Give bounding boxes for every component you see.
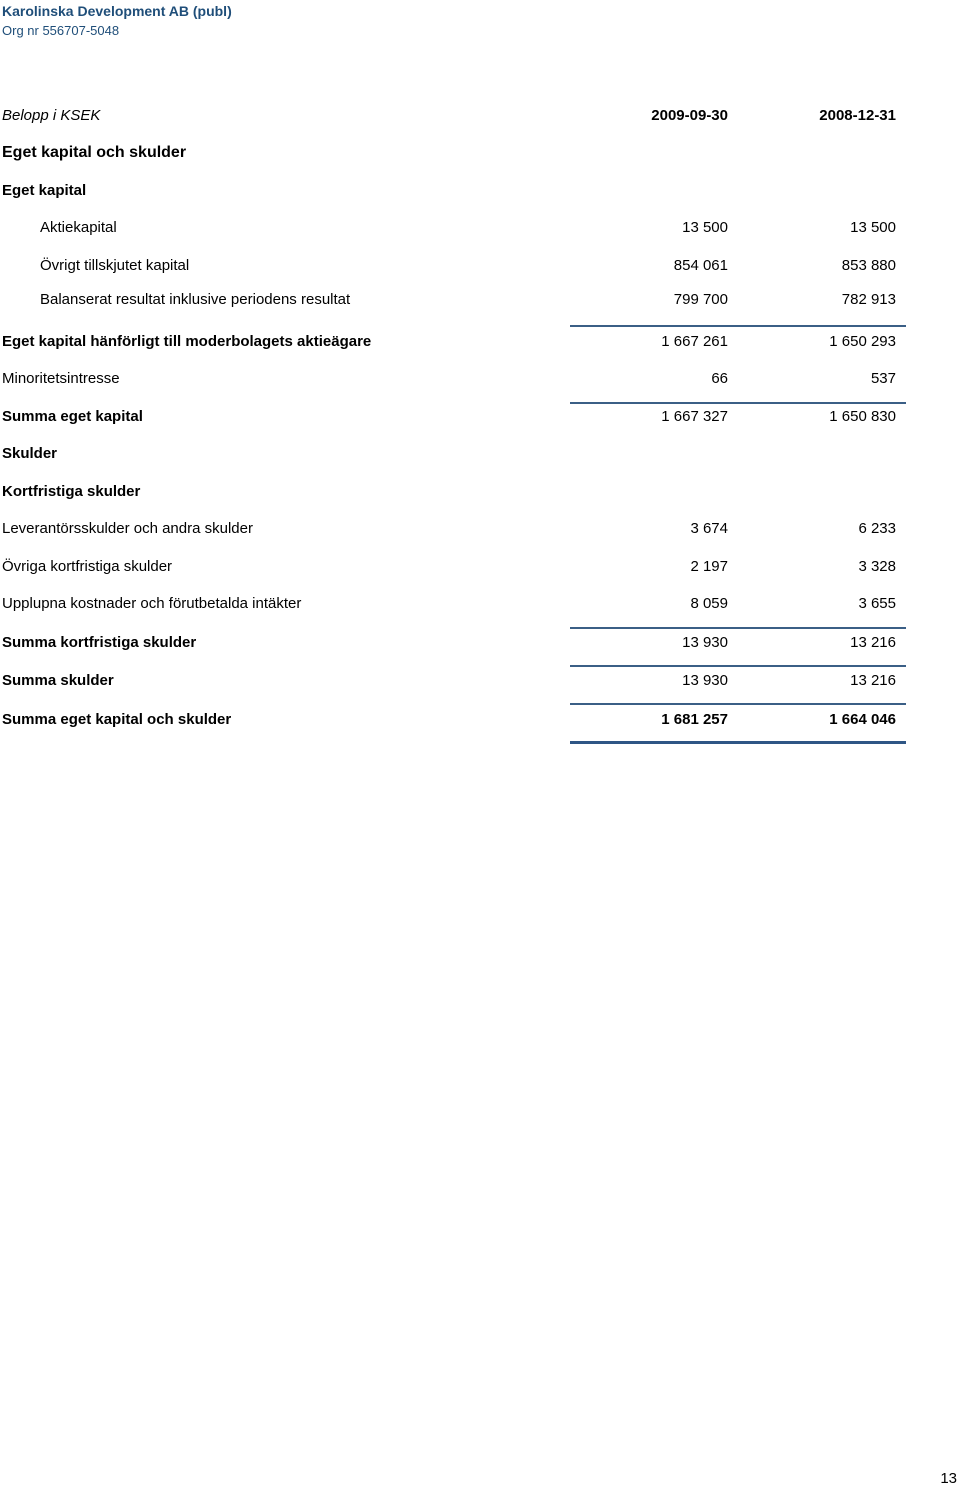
- subtotal-rule: [570, 627, 906, 629]
- table-row: Summa kortfristiga skulder 13 930 13 216: [2, 634, 896, 651]
- subtotal-rule: [570, 703, 906, 705]
- document-header: [2, 2, 232, 40]
- table-row: Leverantörsskulder och andra skulder 3 674 6 233: [2, 520, 896, 537]
- page-number: 13: [940, 1470, 957, 1487]
- subtotal-rule: [570, 402, 906, 404]
- column-header-2009: 2009-09-30: [651, 107, 728, 124]
- table-row: Övrigt tillskjutet kapital 854 061 853 880: [40, 257, 896, 274]
- section-heading-liabilities: Skulder: [2, 445, 58, 462]
- subtotal-rule: [570, 325, 906, 327]
- section-heading-equity: Eget kapital: [2, 182, 87, 199]
- table-row: Upplupna kostnader och förutbetalda intäkter 8 059 3 655: [2, 595, 896, 612]
- grand-total-rule: [570, 741, 906, 744]
- subtotal-rule: [570, 665, 906, 667]
- column-header-2008: 2008-12-31: [819, 107, 896, 124]
- table-row: Aktiekapital 13 500 13 500: [40, 219, 896, 236]
- table-header-row: [0, 106, 960, 126]
- org-number: Org nr 556707-5048: [2, 23, 120, 38]
- table-row: Summa skulder 13 930 13 216: [2, 672, 896, 689]
- company-name: Karolinska Development AB (publ): [2, 3, 232, 19]
- unit-label: Belopp i KSEK: [2, 107, 101, 124]
- table-row: Eget kapital hänförligt till moderbolagets aktieägare 1 667 261 1 650 293: [2, 333, 896, 350]
- table-row: Minoritetsintresse 66 537: [2, 370, 896, 387]
- table-row: Summa eget kapital 1 667 327 1 650 830: [2, 408, 896, 425]
- table-row: Balanserat resultat inklusive periodens resultat 799 700 782 913: [40, 291, 896, 308]
- table-row: Övriga kortfristiga skulder 2 197 3 328: [2, 558, 896, 575]
- section-heading-current-liabilities: Kortfristiga skulder: [2, 483, 141, 500]
- grand-total-row: Summa eget kapital och skulder 1 681 257 1 664 046: [2, 711, 896, 728]
- section-heading-equity-and-liabilities: Eget kapital och skulder: [2, 144, 187, 161]
